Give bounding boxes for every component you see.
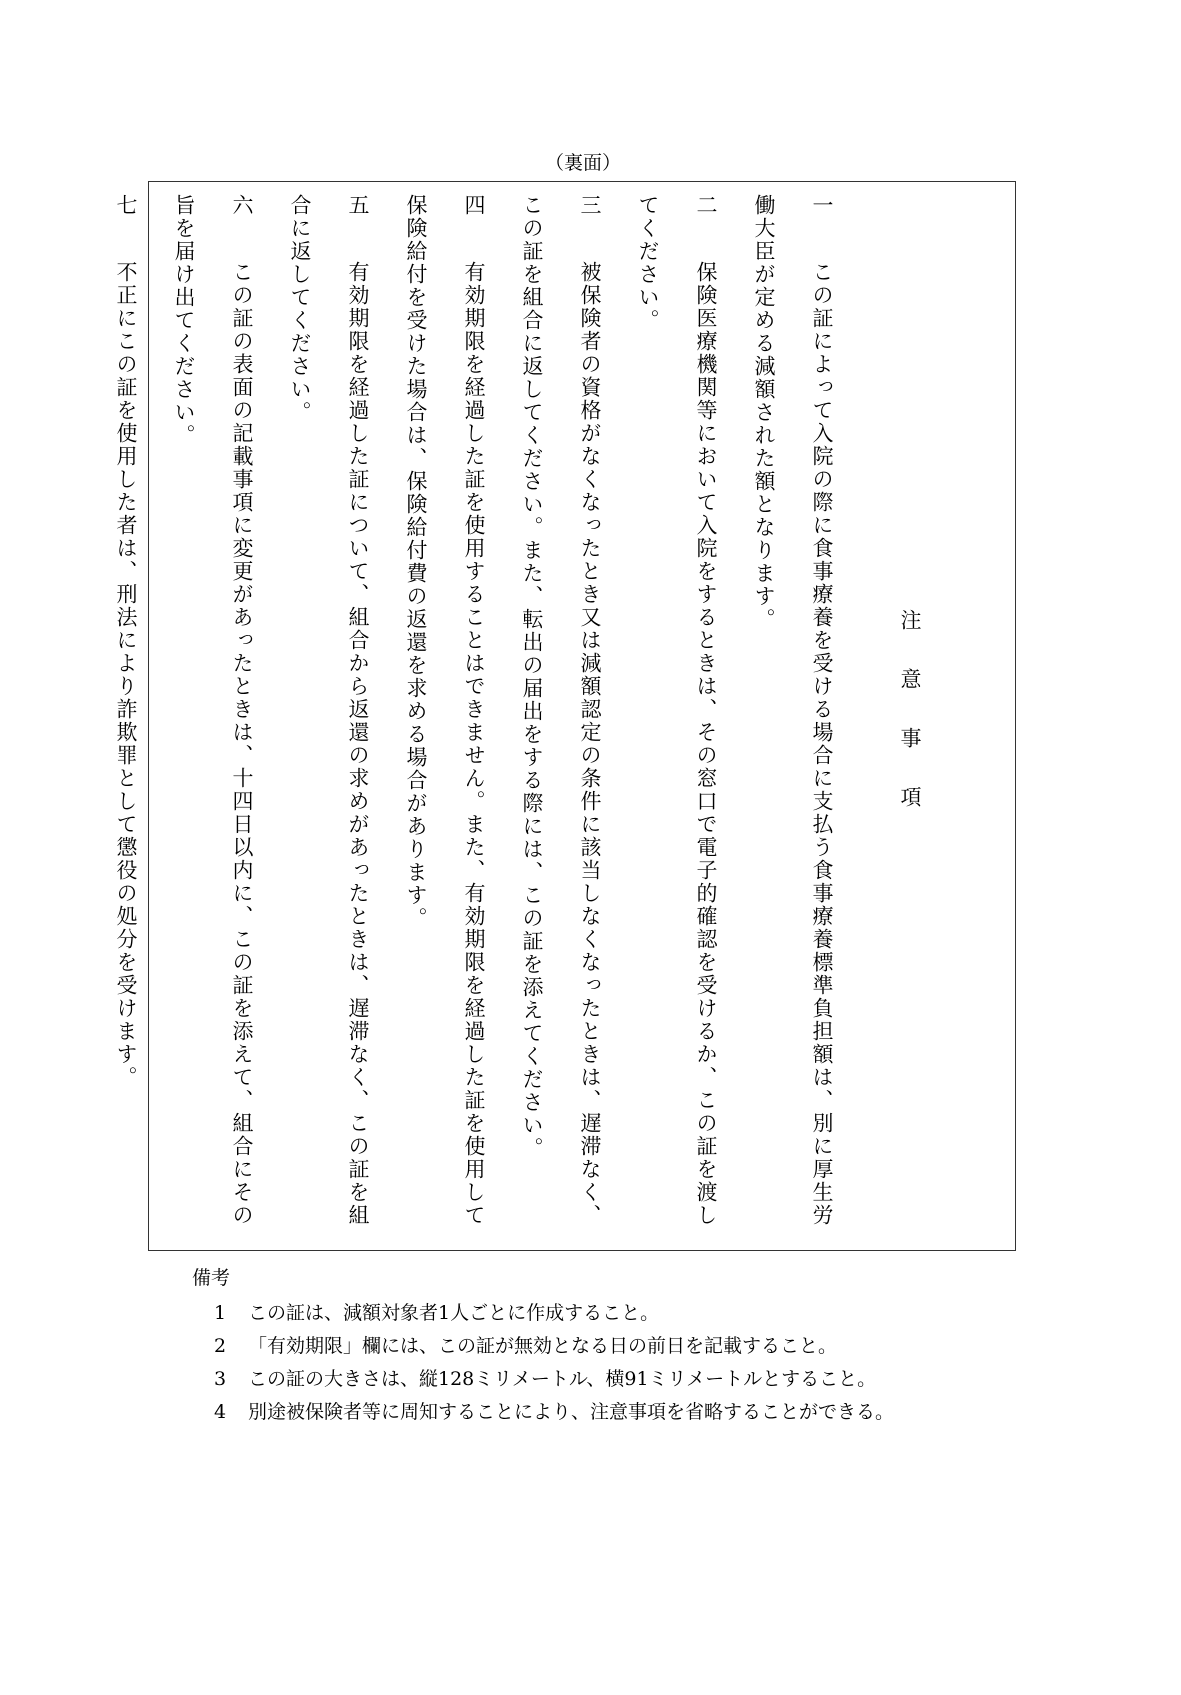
notice-item-4 <box>387 194 503 1234</box>
notice-box <box>114 181 1016 1251</box>
notice-item-text: この証の表面の記載事項に変更があったときは、十四日以内に、この証を添えて、組合にその旨を届け出てください。 <box>172 194 254 1227</box>
notice-item-number: 六 <box>230 194 254 217</box>
note-item-3 <box>214 1363 1028 1396</box>
note-item-1 <box>214 1297 1028 1330</box>
note-item-2 <box>214 1330 1028 1363</box>
note-text: この証は、減額対象者1人ごとに作成すること。 <box>248 1302 660 1324</box>
notice-item-text: この証によって入院の際に食事療養を受ける場合に支払う食事療養標準負担額は、別に厚生労働大臣が定める減額された額となります。 <box>752 194 834 1227</box>
notice-item-2 <box>619 194 735 1234</box>
note-text: 「有効期限」欄には、この証が無効となる日の前日を記載すること。 <box>248 1335 838 1357</box>
notice-content <box>97 194 979 1234</box>
notice-item-text: 不正にこの証を使用した者は、刑法により詐欺罪として懲役の処分を受けます。 <box>114 261 138 1089</box>
notice-item-3 <box>503 194 619 1234</box>
notice-item-7 <box>97 194 155 1234</box>
note-number: 4 <box>214 1401 227 1423</box>
notice-item-number: 一 <box>810 194 834 217</box>
notice-item-6 <box>155 194 271 1234</box>
note-text: 別途被保険者等に周知することにより、注意事項を省略することができる。 <box>248 1401 895 1423</box>
notice-item-number: 五 <box>346 194 370 217</box>
notice-item-number: 四 <box>462 194 486 217</box>
notice-item-number: 七 <box>114 194 138 217</box>
notice-item-text: 被保険者の資格がなくなったとき又は減額認定の条件に該当しなくなったときは、遅滞なく、この証を組合に返してください。また、転出の届出をする際には、この証を添えてください。 <box>520 194 602 1227</box>
notice-item-5 <box>271 194 387 1234</box>
note-number: 2 <box>214 1335 227 1357</box>
note-number: 1 <box>214 1302 227 1324</box>
notice-heading: 注意事項 <box>898 609 922 845</box>
page-label: （裏面） <box>544 152 621 174</box>
notes-section <box>148 1262 1028 1429</box>
notice-item-text: 保険医療機関等において入院をするときは、その窓口で電子的確認を受けるか、この証を渡してください。 <box>636 194 718 1227</box>
notice-item-text: 有効期限を経過した証について、組合から返還の求めがあったときは、遅滞なく、この証を組合に返してください。 <box>288 194 370 1227</box>
note-item-4 <box>214 1396 1028 1429</box>
note-number: 3 <box>214 1368 227 1390</box>
note-text: この証の大きさは、縦128ミリメートル、横91ミリメートルとすること。 <box>248 1368 877 1390</box>
notes-title: 備考 <box>192 1267 231 1289</box>
notice-item-number: 三 <box>578 194 602 217</box>
notice-item-text: 有効期限を経過した証を使用することはできません。また、有効期限を経過した証を使用して保険給付を受けた場合は、保険給付費の返還を求める場合があります。 <box>404 194 486 1227</box>
notice-item-number: 二 <box>694 194 718 217</box>
notice-item-1 <box>735 194 851 1234</box>
